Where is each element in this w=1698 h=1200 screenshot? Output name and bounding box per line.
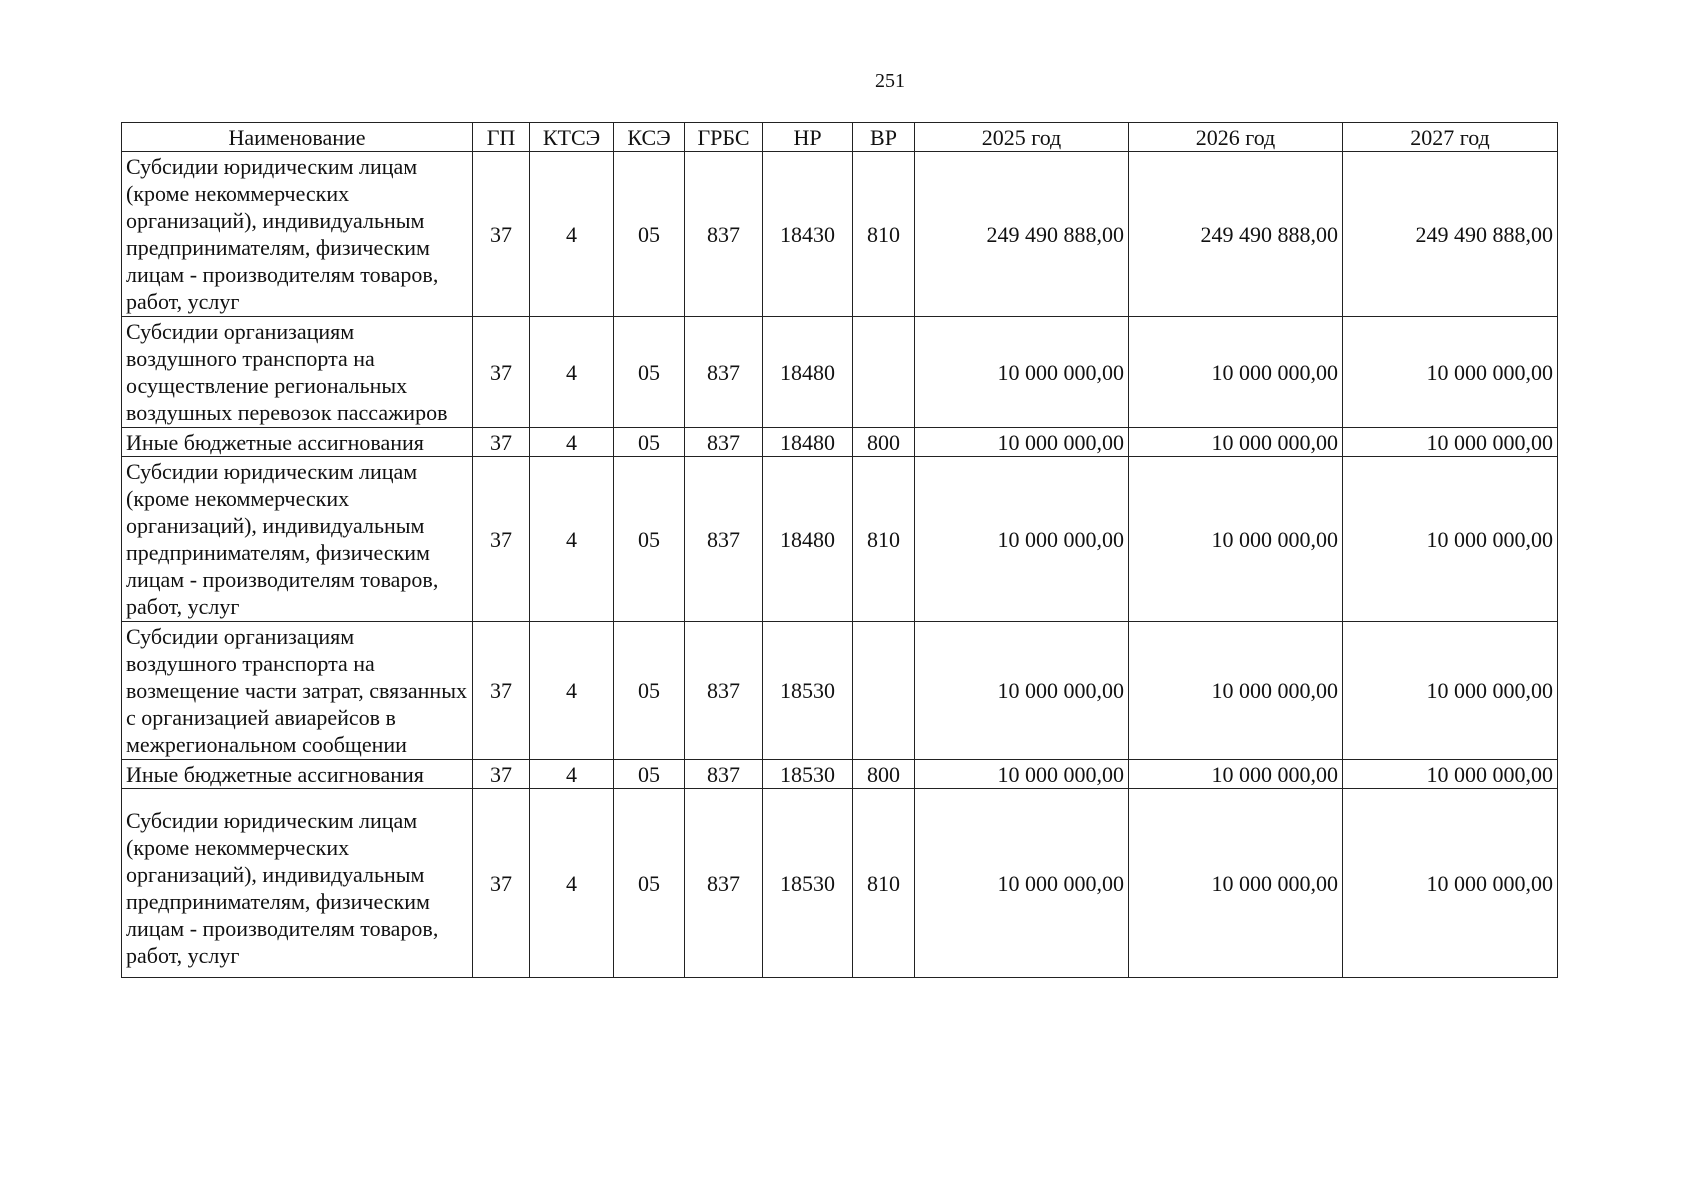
row-grbs: 837 bbox=[685, 317, 763, 428]
header-2027: 2027 год bbox=[1343, 123, 1558, 152]
row-2026: 249 490 888,00 bbox=[1129, 152, 1343, 317]
row-gp: 37 bbox=[473, 317, 530, 428]
row-ktse: 4 bbox=[530, 317, 614, 428]
header-grbs: ГРБС bbox=[685, 123, 763, 152]
row-gp: 37 bbox=[473, 428, 530, 457]
row-2025: 10 000 000,00 bbox=[915, 622, 1129, 760]
header-kse: КСЭ bbox=[614, 123, 685, 152]
table-row bbox=[122, 622, 1558, 760]
row-2027: 10 000 000,00 bbox=[1343, 428, 1558, 457]
row-name: Иные бюджетные ассигнования bbox=[122, 428, 473, 457]
row-ktse: 4 bbox=[530, 457, 614, 622]
row-grbs: 837 bbox=[685, 428, 763, 457]
row-2025: 249 490 888,00 bbox=[915, 152, 1129, 317]
row-kse: 05 bbox=[614, 457, 685, 622]
row-nr: 18530 bbox=[763, 789, 853, 978]
row-vr bbox=[853, 622, 915, 760]
header-2025: 2025 год bbox=[915, 123, 1129, 152]
row-kse: 05 bbox=[614, 760, 685, 789]
row-name: Субсидии юридическим лицам (кроме некоммерческих организаций), индивидуальным предпринимателям, физическим лицам - производителям товаров, работ, услуг bbox=[122, 789, 473, 978]
row-grbs: 837 bbox=[685, 152, 763, 317]
row-2026: 10 000 000,00 bbox=[1129, 457, 1343, 622]
row-2026: 10 000 000,00 bbox=[1129, 428, 1343, 457]
page-number: 251 bbox=[875, 70, 905, 92]
table-row bbox=[122, 457, 1558, 622]
row-name: Субсидии организациям воздушного транспорта на возмещение части затрат, связанных с организацией авиарейсов в межрегиональном сообщении bbox=[122, 622, 473, 760]
row-kse: 05 bbox=[614, 317, 685, 428]
row-2027: 10 000 000,00 bbox=[1343, 622, 1558, 760]
row-nr: 18530 bbox=[763, 760, 853, 789]
row-gp: 37 bbox=[473, 152, 530, 317]
row-kse: 05 bbox=[614, 622, 685, 760]
row-vr: 800 bbox=[853, 428, 915, 457]
row-ktse: 4 bbox=[530, 428, 614, 457]
row-2026: 10 000 000,00 bbox=[1129, 622, 1343, 760]
row-name: Субсидии юридическим лицам (кроме некоммерческих организаций), индивидуальным предпринимателям, физическим лицам - производителям товаров, работ, услуг bbox=[122, 457, 473, 622]
row-2025: 10 000 000,00 bbox=[915, 317, 1129, 428]
row-kse: 05 bbox=[614, 428, 685, 457]
row-vr bbox=[853, 317, 915, 428]
row-kse: 05 bbox=[614, 152, 685, 317]
row-gp: 37 bbox=[473, 760, 530, 789]
row-2026: 10 000 000,00 bbox=[1129, 789, 1343, 978]
row-grbs: 837 bbox=[685, 789, 763, 978]
header-nr: НР bbox=[763, 123, 853, 152]
row-name: Субсидии организациям воздушного транспорта на осуществление региональных воздушных перевозок пассажиров bbox=[122, 317, 473, 428]
row-2025: 10 000 000,00 bbox=[915, 789, 1129, 978]
row-name: Субсидии юридическим лицам (кроме некоммерческих организаций), индивидуальным предпринимателям, физическим лицам - производителям товаров, работ, услуг bbox=[122, 152, 473, 317]
row-2025: 10 000 000,00 bbox=[915, 760, 1129, 789]
row-ktse: 4 bbox=[530, 622, 614, 760]
row-2027: 249 490 888,00 bbox=[1343, 152, 1558, 317]
row-grbs: 837 bbox=[685, 622, 763, 760]
row-kse: 05 bbox=[614, 789, 685, 978]
row-grbs: 837 bbox=[685, 457, 763, 622]
table-row bbox=[122, 760, 1558, 789]
row-vr: 810 bbox=[853, 457, 915, 622]
table-row bbox=[122, 789, 1558, 978]
row-2025: 10 000 000,00 bbox=[915, 428, 1129, 457]
row-2027: 10 000 000,00 bbox=[1343, 317, 1558, 428]
table-row bbox=[122, 152, 1558, 317]
row-2026: 10 000 000,00 bbox=[1129, 760, 1343, 789]
row-vr: 810 bbox=[853, 789, 915, 978]
row-2027: 10 000 000,00 bbox=[1343, 789, 1558, 978]
row-nr: 18480 bbox=[763, 428, 853, 457]
table-row bbox=[122, 428, 1558, 457]
row-2025: 10 000 000,00 bbox=[915, 457, 1129, 622]
row-vr: 800 bbox=[853, 760, 915, 789]
row-ktse: 4 bbox=[530, 760, 614, 789]
table-row bbox=[122, 317, 1558, 428]
row-nr: 18530 bbox=[763, 622, 853, 760]
row-ktse: 4 bbox=[530, 152, 614, 317]
row-grbs: 837 bbox=[685, 760, 763, 789]
row-nr: 18430 bbox=[763, 152, 853, 317]
row-gp: 37 bbox=[473, 457, 530, 622]
header-vr: ВР bbox=[853, 123, 915, 152]
budget-table bbox=[121, 122, 1558, 978]
row-2027: 10 000 000,00 bbox=[1343, 760, 1558, 789]
header-gp: ГП bbox=[473, 123, 530, 152]
row-2026: 10 000 000,00 bbox=[1129, 317, 1343, 428]
row-gp: 37 bbox=[473, 622, 530, 760]
header-2026: 2026 год bbox=[1129, 123, 1343, 152]
row-gp: 37 bbox=[473, 789, 530, 978]
header-row bbox=[122, 123, 1558, 152]
row-2027: 10 000 000,00 bbox=[1343, 457, 1558, 622]
header-name: Наименование bbox=[122, 123, 473, 152]
row-nr: 18480 bbox=[763, 317, 853, 428]
row-vr: 810 bbox=[853, 152, 915, 317]
row-ktse: 4 bbox=[530, 789, 614, 978]
row-name: Иные бюджетные ассигнования bbox=[122, 760, 473, 789]
header-ktse: КТСЭ bbox=[530, 123, 614, 152]
row-nr: 18480 bbox=[763, 457, 853, 622]
